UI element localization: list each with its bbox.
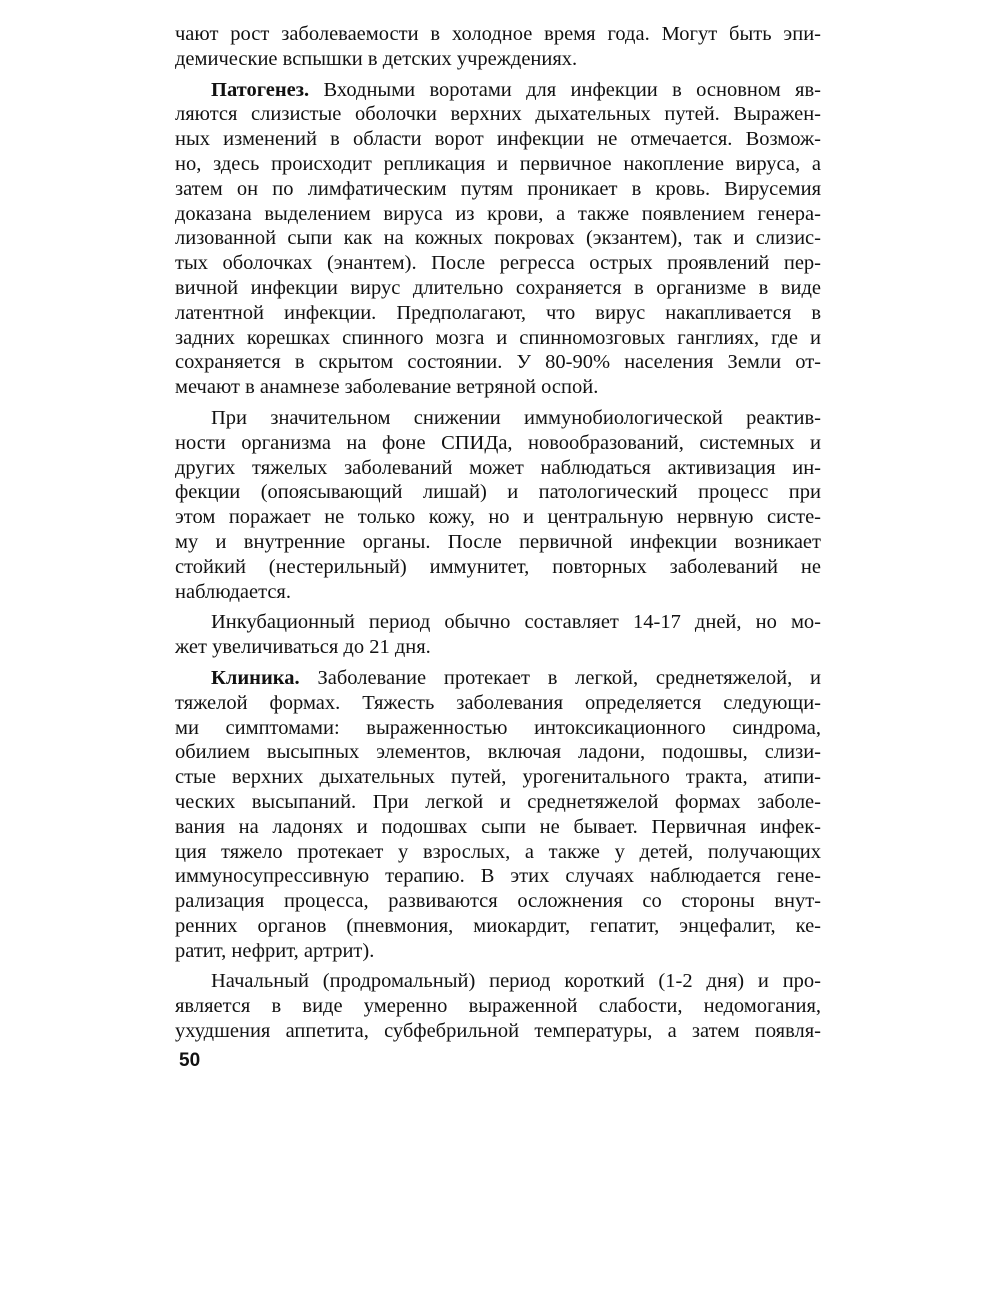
text-line: фекции (опоясывающий лишай) и патологический процесс при — [175, 481, 821, 504]
text-line: жет увеличиваться до 21 дня. — [175, 636, 431, 659]
text-line: тых оболочках (энантем). После регресса острых проявлений пер- — [175, 252, 821, 275]
text-line: мечают в анамнезе заболевание ветряной оспой. — [175, 376, 599, 399]
text-fragment: Входными воротами для инфекции в основном яв- — [309, 78, 821, 101]
text-line: затем он по лимфатическим путям проникает в кровь. Вирусемия — [175, 177, 821, 200]
text-line: му и внутренние органы. После первичной инфекции возникает — [175, 530, 821, 553]
text-line: иммуносупрессивную терапию. В этих случаях наблюдается гене- — [175, 865, 821, 888]
text-line: лизованной сыпи как на кожных покровах (экзантем), так и слизис- — [175, 227, 821, 250]
paragraph-reactivation — [175, 406, 821, 604]
text-line: рализация процесса, развиваются осложнения со стороны внут- — [175, 890, 821, 913]
text-line: этом поражает не только кожу, но и центральную нервную систе- — [175, 506, 821, 529]
text-line: Начальный (продромальный) период короткий (1-2 дня) и про- — [211, 970, 821, 993]
page-number: 50 — [179, 1050, 201, 1071]
text-line: стые верхних дыхательных путей, урогенитального тракта, атипи- — [175, 766, 821, 789]
section-heading-clinic: Клиника. — [211, 666, 300, 689]
text-line: стойкий (нестерильный) иммунитет, повторных заболеваний не — [175, 555, 821, 578]
text-line: ция тяжело протекает у взрослых, а также у детей, получающих — [175, 840, 821, 863]
text-line: ми симптомами: выраженностью интоксикационного синдрома, — [175, 716, 821, 739]
text-line: вичной инфекции вирус длительно сохраняется в организме в виде — [175, 276, 821, 299]
section-heading-pathogenesis: Патогенез. — [211, 78, 310, 101]
text-line: латентной инфекции. Предполагают, что вирус накапливается в — [175, 301, 821, 324]
paragraph-intro-tail — [175, 22, 821, 72]
text-line: но, здесь происходит репликация и первичное накопление вируса, а — [175, 152, 821, 175]
text-line: ности организма на фоне СПИДа, новообразований, системных и — [175, 431, 821, 454]
text-line: обилием высыпных элементов, включая ладони, подошвы, слизи- — [175, 741, 821, 764]
text-line: является в виде умеренно выраженной слабости, недомогания, — [175, 995, 821, 1018]
text-line: задних корешках спинного мозга и спинномозговых ганглиях, где и — [175, 326, 821, 349]
text-line: ческих высыпаний. При легкой и среднетяжелой формах заболе- — [175, 790, 821, 813]
text-line: вания на ладонях и подошвах сыпи не бывает. Первичная инфек- — [175, 815, 821, 838]
text-line: ратит, нефрит, артрит). — [175, 939, 375, 962]
text-line: тяжелой формах. Тяжесть заболевания определяется следующи- — [175, 691, 821, 714]
text-line-with-heading — [175, 78, 821, 103]
text-line: сохраняется в скрытом состоянии. У 80-90% населения Земли от- — [175, 351, 821, 374]
paragraph-prodromal — [175, 969, 821, 1043]
text-line: доказана выделением вируса из крови, а также появлением генера- — [175, 202, 821, 225]
page-body — [175, 22, 821, 1046]
paragraph-incubation — [175, 610, 821, 660]
text-line: других тяжелых заболеваний может наблюдаться активизация ин- — [175, 456, 821, 479]
text-line: ухудшения аппетита, субфебрильной температуры, а затем появля- — [175, 1020, 821, 1043]
text-line: ренних органов (пневмония, миокардит, гепатит, энцефалит, ке- — [175, 914, 821, 937]
text-line: ных изменений в области ворот инфекции не отмечается. Возмож- — [175, 128, 821, 151]
text-line: Инкубационный период обычно составляет 14-17 дней, но мо- — [211, 611, 821, 634]
text-line: При значительном снижении иммунобиологической реактив- — [211, 406, 821, 429]
text-line: наблюдается. — [175, 580, 291, 603]
text-line: демические вспышки в детских учреждениях. — [175, 47, 578, 70]
text-line: ляются слизистые оболочки верхних дыхательных путей. Выражен- — [175, 103, 821, 126]
text-line: чают рост заболеваемости в холодное время года. Могут быть эпи- — [175, 23, 821, 45]
paragraph-pathogenesis — [175, 78, 821, 400]
paragraph-clinic — [175, 666, 821, 964]
text-line-with-heading — [175, 666, 821, 691]
text-fragment: Заболевание протекает в легкой, среднетяжелой, и — [299, 666, 821, 689]
